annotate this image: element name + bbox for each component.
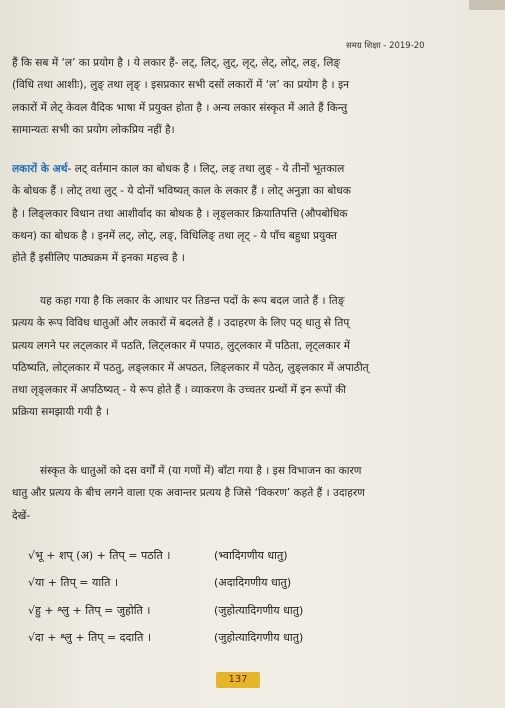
text-line: [12, 158, 482, 180]
text-line: सामान्यतः सभी का प्रयोग लोकप्रिय नहीं है।: [12, 123, 175, 136]
example-formula: √हु + श्लु + तिप् = जुहोति ।: [28, 604, 151, 617]
example-row: [28, 548, 288, 563]
page-corner-edge: [469, 0, 505, 10]
example-formula: √भू + शप् (अ) + तिप् = पठति ।: [28, 549, 171, 562]
text-line: कथन) का बोधक है । इनमें लट्, लोट्, लङ्, विधिलिङ् तथा लृट् - ये पाँच बहुधा प्रयुक्त: [12, 229, 337, 242]
running-header: समग्र शिक्षा - 2019-20: [346, 41, 425, 51]
example-gana: (जुहोत्यादिगणीय धातु): [214, 631, 304, 644]
text-line: होते हैं इसीलिए पाठ्यक्रम में इनका महत्त्व है ।: [12, 252, 185, 265]
example-row: [28, 575, 292, 590]
text-line: तथा लृङ्लकार में अपठिष्यत् - ये रूप होते हैं । व्याकरण के उच्चतर ग्रन्थों में इन रूपों की: [12, 384, 346, 397]
text-line: धातु और प्रत्यय के बीच लगने वाला एक अवान्तर प्रत्यय है जिसे ‘विकरण’ कहते हैं । उदाहरण: [12, 487, 365, 500]
text-line: है । लिङ्लकार विधान तथा आशीर्वाद का बोधक है । लृङ्लकार क्रियातिपत्ति (औपबोधिक: [12, 207, 348, 220]
heading-continuation: - लट् वर्तमान काल का बोधक है । लिट्, लङ् तथा लुङ् - ये तीनों भूतकाल: [67, 163, 345, 175]
text-line: प्रक्रिया समझायी गयी है ।: [12, 406, 109, 419]
paragraph-vikaran: [12, 460, 482, 527]
section-heading: लकारों के अर्थ: [12, 163, 68, 175]
example-gana: (अदादिगणीय धातु): [214, 576, 292, 589]
text-line: प्रत्यय के रूप विविध धातुओं और लकारों में बदलते हैं । उदाहरण के लिए पठ् धातु से तिप्: [12, 317, 350, 330]
text-line: देखें-: [12, 509, 31, 522]
text-line: पठिष्यति, लोट्लकार में पठतु, लङ्लकार में अपठत, लिङ्लकार में पठेत्, लुङ्लकार में अपाठीत्: [12, 361, 369, 374]
text-line: संस्कृत के धातुओं को दस वर्गों में (या गणों में) बाँटा गया है । इस विभाजन का कारण: [40, 465, 362, 477]
text-line: हैं कि सब में ‘ल’ का प्रयोग है । ये लकार हैं- लट्, लिट्, लुट्, लृट्, लेट्, लोट्, लङ्, लिङ्: [12, 57, 341, 69]
example-row: [28, 603, 304, 618]
text-line: यह कहा गया है कि लकार के आधार पर तिङन्त पदों के रूप बदल जाते हैं । तिङ्: [40, 295, 345, 307]
example-formula: √दा + श्लु + तिप् = ददाति ।: [28, 631, 152, 644]
example-gana: (भ्वादिगणीय धातु): [214, 549, 288, 562]
text-line: के बोधक हैं । लोट् तथा लुट् - ये दोनों भविष्यत् काल के लकार हैं । लोट् अनुज्ञा का बोधक: [12, 185, 351, 198]
text-line: लकारों में लेट् केवल वैदिक भाषा में प्रयुक्त होता है । अन्य लकार संस्कृत में आते हैं किन्तु: [12, 101, 348, 114]
page-number: 137: [216, 672, 260, 688]
text-line: प्रत्यय लगने पर लट्लकार में पठति, लिट्लकार में पपाठ, लुट्लकार में पठिता, लृट्लकार में: [12, 339, 350, 352]
text-line: (विधि तथा आशीः), लुङ् तथा लृङ् । इसप्रकार सभी दसों लकारों में ‘ल’ का प्रयोग है । इन: [12, 79, 350, 92]
paragraph-lakar-list: [12, 52, 482, 141]
example-row: [28, 630, 304, 645]
example-gana: (जुहोत्यादिगणीय धातु): [214, 604, 304, 617]
paragraph-lakar-meanings: [12, 158, 482, 269]
example-formula: √या + तिप् = याति ।: [28, 576, 119, 589]
paragraph-pad-forms: [12, 290, 482, 424]
